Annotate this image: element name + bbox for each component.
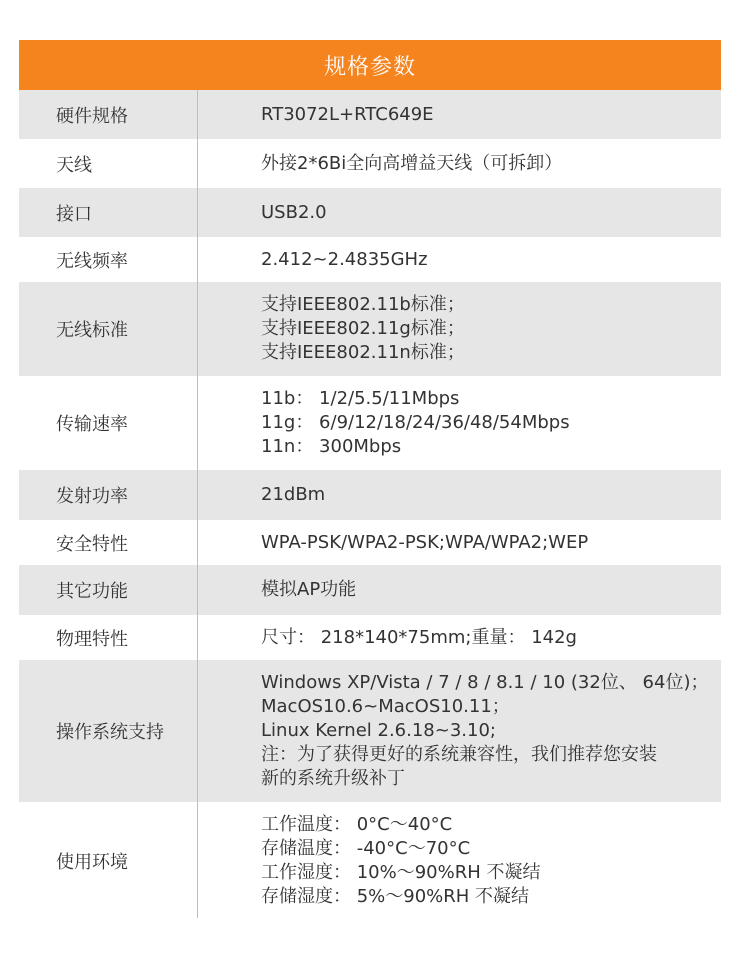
spec-value-line: 工作湿度： 10%～90%RH 不凝结: [261, 862, 541, 883]
spec-value-line: 存储温度： -40°C～70°C: [261, 838, 471, 859]
spec-value: [261, 376, 711, 470]
spec-value: [261, 139, 711, 188]
spec-value: [261, 237, 711, 282]
spec-label: 硬件规格: [56, 105, 128, 127]
spec-value: [261, 802, 711, 920]
spec-value-line: 模拟AP功能: [261, 579, 357, 600]
spec-value: [261, 615, 711, 660]
spec-value-line: Linux Kernel 2.6.18~3.10;: [261, 720, 496, 741]
spec-value-line: 外接2*6Bi全向高增益天线（可拆卸）: [261, 152, 563, 174]
spec-value-line: 支持IEEE802.11b标准；: [261, 294, 465, 315]
spec-value-line: 21dBm: [261, 484, 326, 505]
spec-label: 天线: [56, 154, 92, 176]
column-divider: [197, 90, 198, 918]
spec-row-standard: [19, 282, 721, 376]
spec-row-power: [19, 470, 721, 520]
spec-value-line: 注：为了获得更好的系统兼容性，我们推荐您安装: [261, 744, 657, 765]
spec-value-line: RT3072L+RTC649E: [261, 103, 434, 125]
spec-row-rate: [19, 376, 721, 470]
spec-label: 发射功率: [56, 486, 128, 507]
spec-row-hardware: [19, 90, 721, 139]
spec-label: 无线标准: [56, 320, 128, 341]
spec-header: [19, 40, 721, 90]
spec-label: 使用环境: [56, 852, 128, 873]
spec-row-environment: [19, 802, 721, 920]
page-title: 规格参数: [323, 54, 416, 80]
spec-value: [261, 90, 711, 139]
spec-value-line: 11g： 6/9/12/18/24/36/48/54Mbps: [261, 412, 570, 433]
spec-label: 传输速率: [56, 414, 128, 435]
spec-table: [19, 90, 721, 920]
spec-value-line: USB2.0: [261, 201, 327, 223]
spec-label: 其它功能: [56, 581, 128, 602]
spec-value-line: 11b： 1/2/5.5/11Mbps: [261, 388, 460, 409]
spec-value-line: MacOS10.6~MacOS10.11；: [261, 696, 510, 717]
spec-value-line: 尺寸： 218*140*75mm;重量： 142g: [261, 626, 577, 648]
spec-label: 接口: [56, 203, 92, 225]
spec-value: [261, 520, 711, 565]
spec-value: [261, 282, 711, 376]
spec-value-line: 支持IEEE802.11n标准；: [261, 342, 465, 363]
spec-row-frequency: [19, 237, 721, 282]
spec-value-line: WPA-PSK/WPA2-PSK;WPA/WPA2;WEP: [261, 531, 589, 553]
spec-row-security: [19, 520, 721, 565]
spec-label: 无线频率: [56, 250, 128, 272]
spec-row-other: [19, 565, 721, 615]
spec-value-line: 支持IEEE802.11g标准；: [261, 318, 465, 339]
spec-label: 操作系统支持: [56, 722, 164, 743]
spec-value: [261, 660, 711, 802]
spec-value: [261, 188, 711, 237]
spec-label: 安全特性: [56, 533, 128, 555]
spec-row-interface: [19, 188, 721, 237]
spec-value-line: 2.412~2.4835GHz: [261, 248, 428, 270]
spec-value-line: 11n： 300Mbps: [261, 436, 402, 457]
spec-row-physical: [19, 615, 721, 660]
spec-value-line: 存储湿度： 5%～90%RH 不凝结: [261, 886, 530, 907]
spec-row-antenna: [19, 139, 721, 188]
spec-value: [261, 565, 711, 615]
spec-label: 物理特性: [56, 628, 128, 650]
spec-value-line: 新的系统升级补丁: [261, 768, 405, 789]
spec-value-line: 工作温度： 0°C～40°C: [261, 814, 453, 835]
spec-value-line: Windows XP/Vista / 7 / 8 / 8.1 / 10 (32位、 64位)；: [261, 672, 709, 693]
spec-row-os: [19, 660, 721, 802]
spec-value: [261, 470, 711, 520]
